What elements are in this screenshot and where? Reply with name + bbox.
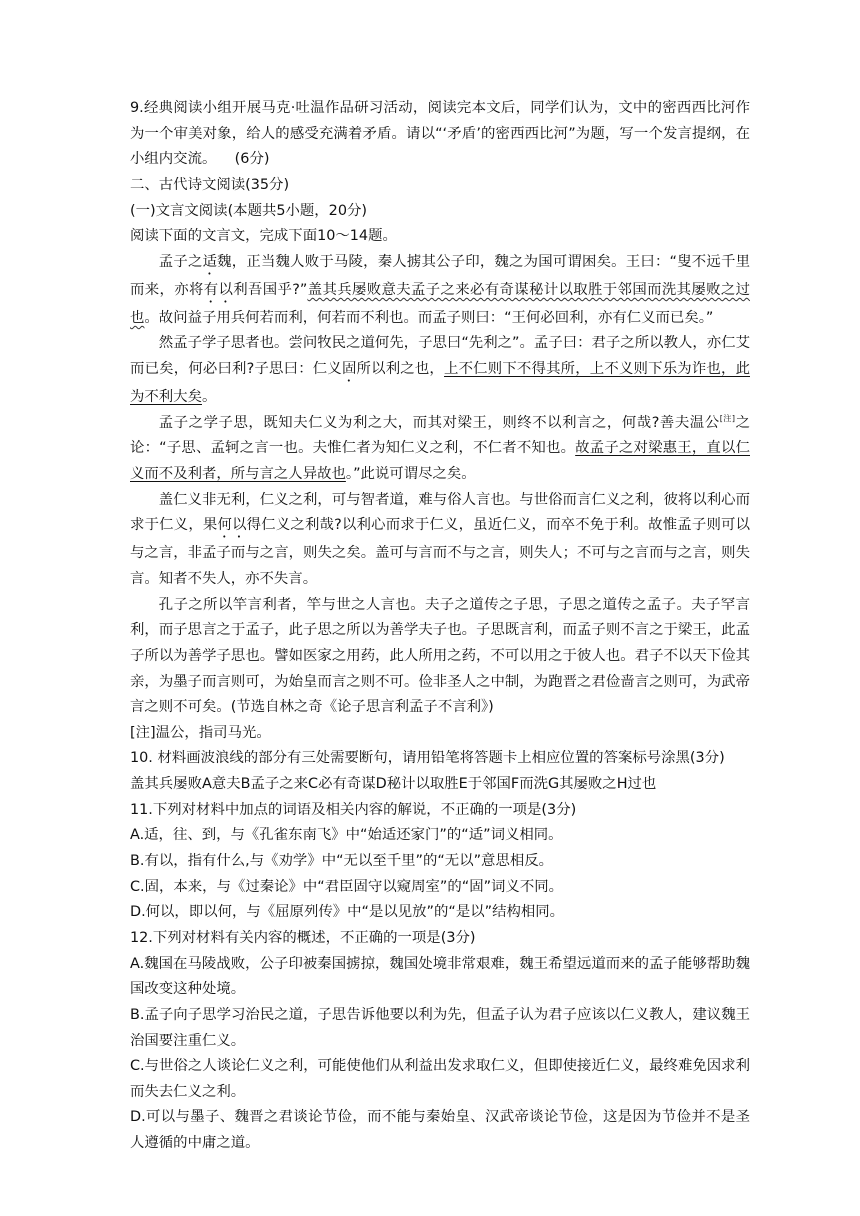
passage-paragraph-2 — [130, 331, 750, 410]
dotted-word-shi: 适 — [202, 253, 218, 270]
question-10-options: 盖其兵屡败A意夫B孟子之来C必有奇谋D秘计以取胜E于邻国F而洗G其屡败之H过也 — [130, 776, 657, 793]
underlined-sentence-1: 上不仁则下不得其所，上不义则下乐为诈也，此为不利大矣 — [130, 361, 750, 406]
question-11-option-c: C.固，本来，与《过秦论》中“君臣固守以窥周室”的“固”词义不同。 — [130, 878, 563, 895]
passage-text: 。故问益子用兵何若而利，何若而不利也。而孟子则曰：“王何必回利，亦有仁义而已矣。” — [144, 309, 714, 326]
wavy-underlined-sentence: 盖其兵屡败意夫孟子之来必有奇谋秘计以取胜于邻国而洗其屡败之过也 — [130, 281, 750, 326]
dotted-word-youyi: 有以 — [203, 281, 234, 298]
passage-text: 孟子之 — [158, 253, 203, 270]
question-9 — [130, 96, 750, 173]
question-11-stem: 11.下列对材料中加点的词语及相关内容的解说，不正确的一项是(3分) — [130, 801, 577, 818]
question-12-stem: 12.下列对材料有关内容的概述，不正确的一项是(3分) — [130, 929, 476, 946]
passage-text: 利吾国乎?” — [233, 281, 308, 298]
passage-paragraph-4 — [130, 488, 750, 593]
question-11-option-a: A.适，往、到，与《孔雀东南飞》中“始适还家门”的“适”词义相同。 — [130, 827, 563, 844]
question-10-stem: 10. 材料画波浪线的部分有三处需要断句，请用铅笔将答题卡上相应位置的答案标号涂黑(3分) — [130, 750, 725, 767]
question-12-option-d: D.可以与墨子、魏晋之君谈论节俭，而不能与秦始皇、汉武帝谈论节俭，这是因为节俭并不是圣人遵循的中庸之道。 — [130, 1109, 750, 1152]
passage-text: 。 — [201, 389, 217, 406]
question-11-option-b: B.有以，指有什么,与《劝学》中“无以至千里”的“无以”意思相反。 — [130, 853, 554, 870]
passage-text: 。”此说可谓尽之矣。 — [345, 466, 476, 483]
underlined-sentence-2: 故孟子之对梁惠王，直以仁义而不及利者，所与言之人异故也 — [130, 440, 750, 483]
instruction: 阅读下面的文言文，完成下面10～14题。 — [130, 228, 397, 245]
passage-text: 孟子之学子思，既知夫仁义为利之大，而其对梁王，则终不以利言之，何哉?善夫温公 — [158, 414, 720, 431]
section-2-title: 二、古代诗文阅读(35分) — [130, 176, 290, 193]
passage-text: 所以利之也， — [356, 361, 445, 378]
dotted-word-heyi: 何以 — [217, 517, 247, 534]
footnote: [注]温公，指司马光。 — [130, 724, 271, 741]
dotted-word-gu: 固 — [341, 361, 357, 378]
question-11-option-d: D.何以，即以何，与《屈原列传》中“是以见放”的“是以”结构相同。 — [130, 904, 565, 921]
subsection-1-title: (一)文言文阅读(本题共5小题，20分) — [130, 202, 368, 219]
passage-paragraph-1 — [130, 250, 750, 332]
passage-text: 得仁义之利哉?以利心而求于仁义，虽近仁义，而卒不免于利。故惟孟子则可以与之言，非孟子而与之言，则失之矣。盖可与言而不与之言，则失人；不可与之言而与之言，则失言。知者不失人，亦不失言。 — [130, 517, 750, 587]
question-12-option-a: A.魏国在马陵战败，公子印被秦国掳掠，魏国处境非常艰难，魏王希望远道而来的孟子能够帮助魏国改变这种处境。 — [130, 955, 750, 998]
passage-paragraph-5: 孔子之所以竿言利者，竿与世之人言也。夫子之道传之子思，子思之道传之孟子。夫子罕言利，而子思言之于孟子，此子思之所以为善学夫子也。子思既言利，而孟子则不言之于梁王，此孟子所以为善学子思也。譬如医家之用药，此人所用之药，不可以用之于彼人也。君子不以天下俭其亲，为墨子而言则可，为始皇而言之则不可。俭非圣人之中制，为跑晋之君俭啬言之则可，为武帝言之则不可矣。(节选自林之奇《论子思言利孟子不言利》) — [130, 596, 750, 716]
footnote-mark: [注] — [719, 413, 736, 423]
passage-text: 盖仁义非无利，仁义之利，可与智者道，难与俗人言也。与世俗而言仁义之利，彼将以利心而求于仁义，果 — [130, 491, 750, 534]
question-9-score: (6分) — [234, 151, 270, 168]
passage-text: 魏，正当魏人败于马陵，秦人掳其公子印，魏之为国可谓困矣。王曰：“叟不远千里而来，亦将 — [130, 253, 750, 298]
question-12-option-c: C.与世俗之人谈论仁义之利，可能使他们从利益出发求取仁义，但即使接近仁义，最终难免因求利而失去仁义之利。 — [130, 1058, 750, 1100]
passage-paragraph-3 — [130, 411, 750, 488]
question-9-text: 9.经典阅读小组开展马克·吐温作品研习活动，阅读完本文后，同学们认为，文中的密西西比河作为一个审美对象，给人的感受充满着矛盾。请以“‘矛盾’的密西西比河”为题，写一个发言提纲，在小组内交流。 — [130, 100, 750, 168]
passage-text: 然孟子学子思者也。尝问牧民之道何先，子思曰“先利之”。孟子曰：君子之所以教人，亦仁艾而已矣，何必曰利?子思曰：仁义 — [130, 335, 750, 378]
question-12-option-b: B.孟子向子思学习治民之道，子思告诉他要以利为先，但孟子认为君子应该以仁义教人，建议魏王治国要注重仁义。 — [130, 1006, 750, 1049]
passage-text: 之论：“子思、孟轲之言一也。夫惟仁者为知仁义之利，不仁者不知也。 — [130, 414, 750, 457]
